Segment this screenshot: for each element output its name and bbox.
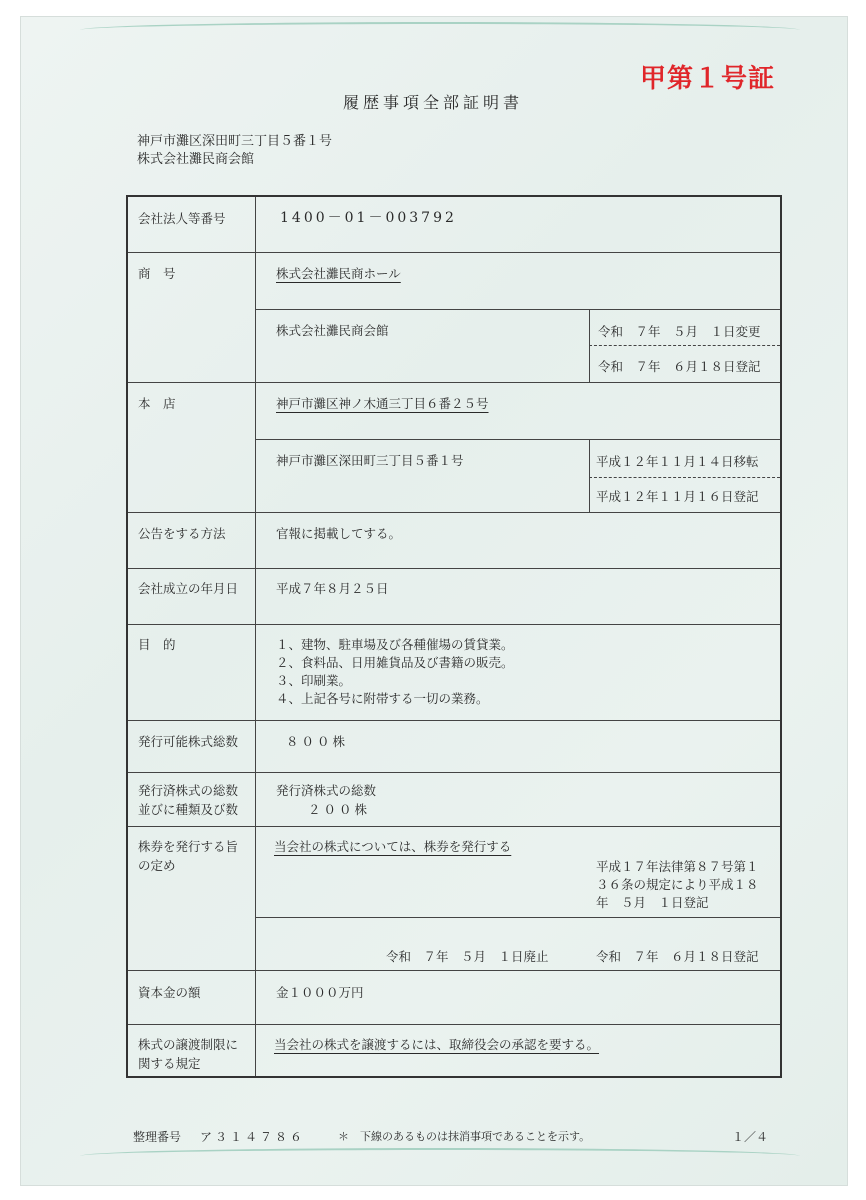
- label-established: 会社成立の年月日: [138, 581, 239, 596]
- registry-table: [126, 195, 782, 1078]
- label-purpose: 目 的: [138, 637, 176, 652]
- head-office-reg-date: 平成１２年１１月１６日登記: [596, 489, 759, 504]
- header-company: 株式会社灘民商会館: [137, 152, 255, 167]
- authorized-shares-value: ８００株: [286, 734, 349, 749]
- footer-note: ＊ 下線のあるものは抹消事項であることを示す。: [338, 1130, 591, 1143]
- label-certificates-1: 株券を発行する旨: [138, 839, 239, 854]
- certificates-reg-date: 令和 ７年 ６月１８日登記: [596, 949, 759, 964]
- head-office-previous: 神戸市灘区深田町三丁目５番１号: [276, 453, 464, 468]
- label-capital: 資本金の額: [138, 985, 201, 1000]
- issued-shares-value: ２００株: [308, 802, 371, 817]
- purpose-item: ３、印刷業。: [276, 673, 352, 688]
- label-issued-shares-1: 発行済株式の総数: [138, 783, 239, 798]
- label-head-office: 本 店: [138, 396, 176, 411]
- established-value: 平成７年８月２５日: [276, 581, 389, 596]
- header-address: 神戸市灘区深田町三丁目５番１号: [137, 134, 333, 149]
- label-transfer-2: 関する規定: [138, 1056, 201, 1071]
- certificates-value: 当会社の株式については、株券を発行する: [274, 839, 512, 854]
- purpose-item: ２、食料品、日用雑貨品及び書籍の販売。: [276, 655, 514, 670]
- issued-shares-heading: 発行済株式の総数: [276, 783, 377, 798]
- trade-name-current: 株式会社灘民商ホール: [276, 266, 401, 281]
- label-issued-shares-2: 並びに種類及び数: [138, 802, 239, 817]
- notice-value: 官報に掲載してする。: [276, 526, 402, 541]
- certificates-abolished-date: 令和 ７年 ５月 １日廃止: [386, 949, 549, 964]
- label-authorized-shares: 発行可能株式総数: [138, 734, 239, 749]
- trade-name-change-date: 令和 ７年 ５月 １日変更: [598, 324, 761, 339]
- label-certificates-2: の定め: [138, 858, 176, 873]
- document-title: 履歴事項全部証明書: [342, 93, 523, 112]
- transfer-value: 当会社の株式を譲渡するには、取締役会の承認を要する。: [274, 1037, 600, 1052]
- top-border-decoration: [80, 22, 800, 38]
- label-transfer-1: 株式の譲渡制限に: [138, 1037, 239, 1052]
- label-corp-number: 会社法人等番号: [138, 211, 226, 226]
- corp-number-value: 1400－01－003792: [280, 210, 457, 226]
- trade-name-previous: 株式会社灘民商会館: [276, 323, 389, 338]
- certificates-note: 年 ５月 １日登記: [596, 895, 709, 910]
- trade-name-reg-date: 令和 ７年 ６月１８日登記: [598, 359, 761, 374]
- label-notice: 公告をする方法: [138, 526, 226, 541]
- ref-label: 整理番号: [133, 1130, 182, 1144]
- head-office-current: 神戸市灘区神ノ木通三丁目６番２５号: [276, 396, 489, 411]
- exhibit-stamp: 甲第１号証: [640, 64, 776, 94]
- purpose-item: １、建物、駐車場及び各種催場の賃貸業。: [276, 637, 514, 652]
- certificates-note: ３６条の規定により平成１８: [596, 877, 759, 892]
- page-number: １／４: [732, 1130, 769, 1144]
- certificates-note: 平成１７年法律第８７号第１: [596, 859, 759, 874]
- purpose-item: ４、上記各号に附帯する一切の業務。: [276, 691, 489, 706]
- head-office-move-date: 平成１２年１１月１４日移転: [596, 454, 759, 469]
- ref-number: ア３１４７８６: [200, 1130, 306, 1144]
- bottom-border-decoration: [80, 1148, 800, 1164]
- capital-value: 金１０００万円: [276, 985, 364, 1000]
- label-trade-name: 商 号: [138, 266, 176, 281]
